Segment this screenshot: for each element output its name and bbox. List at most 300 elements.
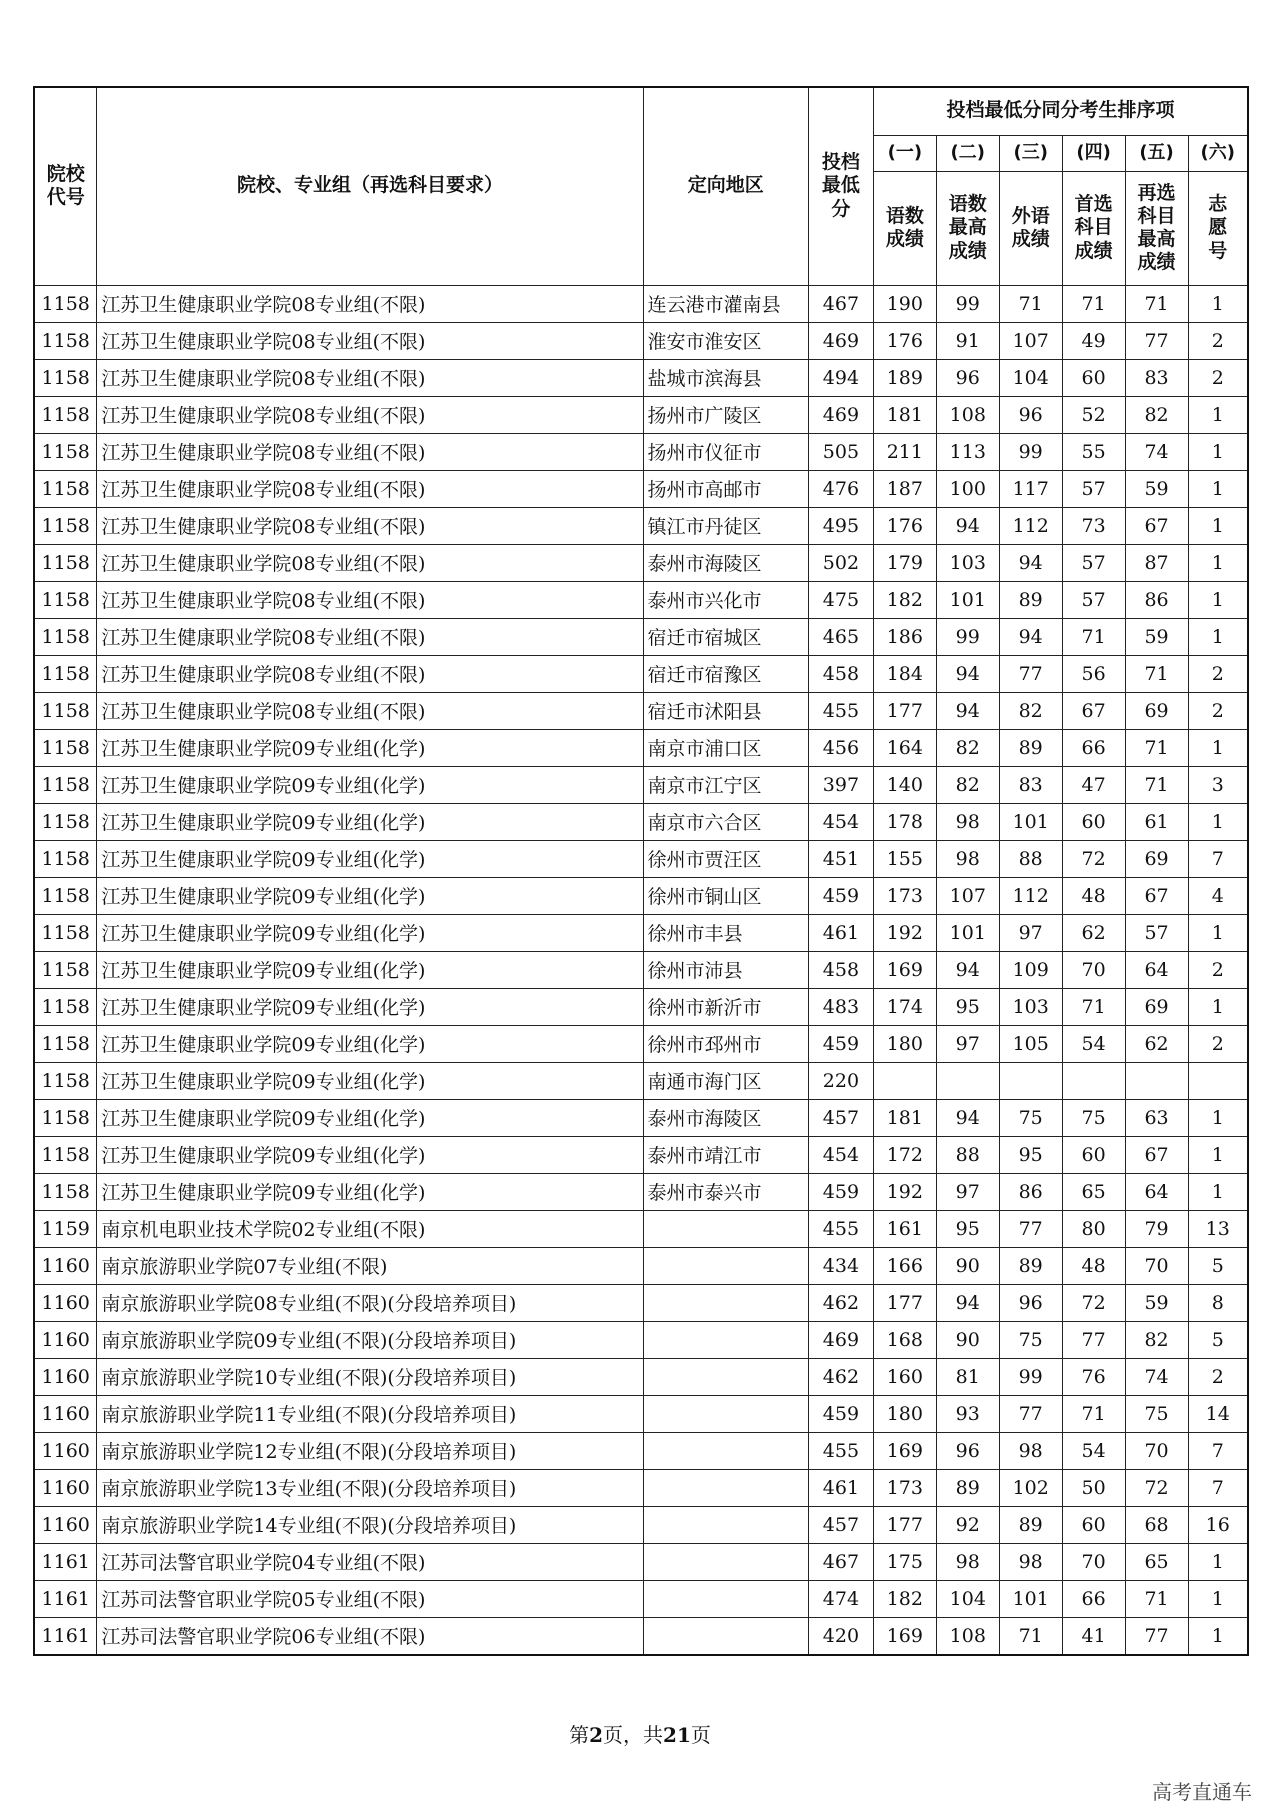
table-row (34, 396, 1248, 433)
cell-rank-6: 1 (1188, 470, 1248, 507)
table-row (34, 692, 1248, 729)
cell-region: 泰州市靖江市 (643, 1136, 808, 1173)
cell-code: 1158 (34, 988, 97, 1025)
cell-rank-6: 1 (1188, 618, 1248, 655)
cell-min-score: 461 (808, 1469, 873, 1506)
cell-code: 1158 (34, 729, 97, 766)
cell-name: 江苏司法警官职业学院05专业组(不限) (97, 1580, 643, 1617)
cell-rank-5: 77 (1125, 322, 1188, 359)
cell-name: 江苏卫生健康职业学院08专业组(不限) (97, 322, 643, 359)
cell-rank-4: 71 (1062, 285, 1125, 322)
table-row (34, 1099, 1248, 1136)
table-row (34, 1062, 1248, 1099)
cell-code: 1158 (34, 396, 97, 433)
cell-rank-5: 74 (1125, 433, 1188, 470)
cell-rank-6: 13 (1188, 1210, 1248, 1247)
cell-rank-3: 89 (999, 729, 1062, 766)
cell-rank-1: 181 (873, 396, 936, 433)
cell-rank-3: 101 (999, 803, 1062, 840)
cell-code: 1160 (34, 1321, 97, 1358)
cell-rank-5: 71 (1125, 766, 1188, 803)
cell-rank-5: 75 (1125, 1395, 1188, 1432)
cell-region (643, 1432, 808, 1469)
cell-rank-4: 57 (1062, 544, 1125, 581)
cell-code: 1160 (34, 1432, 97, 1469)
cell-code: 1161 (34, 1617, 97, 1655)
table-row (34, 1284, 1248, 1321)
cell-rank-1: 181 (873, 1099, 936, 1136)
cell-code: 1160 (34, 1395, 97, 1432)
table-row (34, 1506, 1248, 1543)
cell-rank-5: 67 (1125, 877, 1188, 914)
table-row (34, 285, 1248, 322)
table-row (34, 507, 1248, 544)
cell-region (643, 1543, 808, 1580)
cell-rank-6: 1 (1188, 988, 1248, 1025)
cell-rank-6: 1 (1188, 1617, 1248, 1655)
cell-rank-2: 92 (936, 1506, 999, 1543)
cell-rank-3: 86 (999, 1173, 1062, 1210)
cell-code: 1158 (34, 618, 97, 655)
cell-rank-6: 14 (1188, 1395, 1248, 1432)
cell-name: 江苏卫生健康职业学院08专业组(不限) (97, 359, 643, 396)
cell-rank-5: 70 (1125, 1247, 1188, 1284)
cell-min-score: 455 (808, 1210, 873, 1247)
cell-rank-5: 57 (1125, 914, 1188, 951)
cell-name: 江苏卫生健康职业学院08专业组(不限) (97, 618, 643, 655)
cell-rank-3: 98 (999, 1432, 1062, 1469)
cell-rank-4: 57 (1062, 581, 1125, 618)
cell-region: 连云港市灌南县 (643, 285, 808, 322)
header-ranking-group: 投档最低分同分考生排序项 (873, 87, 1248, 135)
cell-region (643, 1617, 808, 1655)
cell-rank-1 (873, 1062, 936, 1099)
cell-rank-3: 89 (999, 581, 1062, 618)
cell-code: 1158 (34, 692, 97, 729)
cell-name: 江苏卫生健康职业学院08专业组(不限) (97, 581, 643, 618)
cell-rank-6: 1 (1188, 544, 1248, 581)
cell-min-score: 458 (808, 951, 873, 988)
cell-rank-1: 179 (873, 544, 936, 581)
cell-rank-1: 186 (873, 618, 936, 655)
cell-rank-4: 72 (1062, 1284, 1125, 1321)
cell-min-score: 505 (808, 433, 873, 470)
cell-rank-6: 1 (1188, 803, 1248, 840)
cell-rank-1: 161 (873, 1210, 936, 1247)
cell-rank-3: 82 (999, 692, 1062, 729)
cell-rank-6: 5 (1188, 1321, 1248, 1358)
cell-rank-5: 62 (1125, 1025, 1188, 1062)
cell-name: 南京旅游职业学院14专业组(不限)(分段培养项目) (97, 1506, 643, 1543)
cell-rank-5: 71 (1125, 655, 1188, 692)
table-row (34, 766, 1248, 803)
cell-region: 泰州市海陵区 (643, 544, 808, 581)
cell-rank-4 (1062, 1062, 1125, 1099)
cell-name: 南京旅游职业学院07专业组(不限) (97, 1247, 643, 1284)
cell-code: 1158 (34, 803, 97, 840)
cell-rank-4: 54 (1062, 1025, 1125, 1062)
cell-name: 南京旅游职业学院10专业组(不限)(分段培养项目) (97, 1358, 643, 1395)
header-rank-4-label: 首选科目成绩 (1062, 171, 1125, 285)
cell-rank-6: 1 (1188, 729, 1248, 766)
cell-rank-5: 64 (1125, 1173, 1188, 1210)
cell-rank-1: 182 (873, 1580, 936, 1617)
cell-rank-6: 1 (1188, 1580, 1248, 1617)
cell-code: 1158 (34, 1136, 97, 1173)
cell-rank-6: 2 (1188, 1358, 1248, 1395)
cell-name: 江苏卫生健康职业学院08专业组(不限) (97, 544, 643, 581)
cell-code: 1158 (34, 544, 97, 581)
cell-rank-5: 59 (1125, 618, 1188, 655)
cell-rank-5: 68 (1125, 1506, 1188, 1543)
cell-rank-4: 54 (1062, 1432, 1125, 1469)
cell-code: 1159 (34, 1210, 97, 1247)
cell-code: 1158 (34, 877, 97, 914)
cell-name: 南京机电职业技术学院02专业组(不限) (97, 1210, 643, 1247)
footer-total-pages: 21 (663, 1723, 691, 1747)
cell-rank-6: 3 (1188, 766, 1248, 803)
cell-rank-2: 94 (936, 692, 999, 729)
cell-name: 江苏卫生健康职业学院09专业组(化学) (97, 1173, 643, 1210)
cell-min-score: 495 (808, 507, 873, 544)
table-row (34, 1321, 1248, 1358)
cell-region: 宿迁市宿城区 (643, 618, 808, 655)
cell-rank-5: 71 (1125, 1580, 1188, 1617)
cell-rank-1: 175 (873, 1543, 936, 1580)
cell-name: 江苏司法警官职业学院06专业组(不限) (97, 1617, 643, 1655)
cell-region (643, 1284, 808, 1321)
cell-rank-5: 63 (1125, 1099, 1188, 1136)
cell-rank-3: 104 (999, 359, 1062, 396)
cell-region: 镇江市丹徒区 (643, 507, 808, 544)
cell-name: 江苏卫生健康职业学院09专业组(化学) (97, 729, 643, 766)
cell-region (643, 1247, 808, 1284)
cell-rank-6: 7 (1188, 840, 1248, 877)
cell-rank-1: 174 (873, 988, 936, 1025)
header-rank-2-num: (二) (936, 135, 999, 171)
cell-rank-4: 70 (1062, 951, 1125, 988)
cell-rank-2: 90 (936, 1321, 999, 1358)
cell-region: 盐城市滨海县 (643, 359, 808, 396)
cell-rank-2: 94 (936, 1099, 999, 1136)
cell-rank-6: 7 (1188, 1469, 1248, 1506)
cell-rank-4: 80 (1062, 1210, 1125, 1247)
cell-code: 1158 (34, 285, 97, 322)
header-rank-2-label: 语数最高成绩 (936, 171, 999, 285)
cell-rank-4: 71 (1062, 618, 1125, 655)
cell-rank-2: 94 (936, 507, 999, 544)
cell-region: 泰州市兴化市 (643, 581, 808, 618)
cell-rank-3: 102 (999, 1469, 1062, 1506)
cell-min-score: 476 (808, 470, 873, 507)
cell-code: 1161 (34, 1543, 97, 1580)
cell-min-score: 467 (808, 285, 873, 322)
cell-rank-6: 1 (1188, 285, 1248, 322)
cell-region (643, 1321, 808, 1358)
header-rank-5-label: 再选科目最高成绩 (1125, 171, 1188, 285)
cell-name: 江苏卫生健康职业学院08专业组(不限) (97, 433, 643, 470)
cell-rank-4: 57 (1062, 470, 1125, 507)
cell-code: 1158 (34, 581, 97, 618)
cell-rank-2: 95 (936, 1210, 999, 1247)
cell-rank-3: 94 (999, 544, 1062, 581)
cell-name: 江苏卫生健康职业学院08专业组(不限) (97, 396, 643, 433)
cell-min-score: 469 (808, 322, 873, 359)
cell-rank-5: 65 (1125, 1543, 1188, 1580)
cell-region (643, 1469, 808, 1506)
cell-rank-2: 93 (936, 1395, 999, 1432)
cell-region: 徐州市新沂市 (643, 988, 808, 1025)
cell-rank-4: 60 (1062, 803, 1125, 840)
admission-score-table (33, 86, 1249, 1656)
cell-rank-5: 79 (1125, 1210, 1188, 1247)
cell-rank-6: 5 (1188, 1247, 1248, 1284)
cell-rank-6: 2 (1188, 1025, 1248, 1062)
cell-rank-6: 1 (1188, 581, 1248, 618)
cell-rank-1: 177 (873, 692, 936, 729)
cell-min-score: 474 (808, 1580, 873, 1617)
table-row (34, 1136, 1248, 1173)
cell-code: 1158 (34, 766, 97, 803)
table-row (34, 1210, 1248, 1247)
cell-rank-5: 70 (1125, 1432, 1188, 1469)
cell-rank-2: 96 (936, 359, 999, 396)
table-row (34, 1247, 1248, 1284)
cell-rank-2 (936, 1062, 999, 1099)
cell-rank-3: 71 (999, 285, 1062, 322)
footer-suffix: 页 (690, 1723, 711, 1747)
cell-rank-4: 71 (1062, 988, 1125, 1025)
table-row (34, 1395, 1248, 1432)
cell-rank-1: 176 (873, 322, 936, 359)
header-rank-1-num: (一) (873, 135, 936, 171)
cell-code: 1160 (34, 1247, 97, 1284)
cell-rank-3: 117 (999, 470, 1062, 507)
cell-rank-3: 88 (999, 840, 1062, 877)
cell-name: 南京旅游职业学院11专业组(不限)(分段培养项目) (97, 1395, 643, 1432)
cell-rank-2: 91 (936, 322, 999, 359)
cell-rank-3: 77 (999, 1395, 1062, 1432)
table-row (34, 951, 1248, 988)
cell-rank-6: 1 (1188, 1543, 1248, 1580)
cell-rank-5: 64 (1125, 951, 1188, 988)
cell-min-score: 220 (808, 1062, 873, 1099)
cell-rank-1: 172 (873, 1136, 936, 1173)
cell-rank-2: 94 (936, 1284, 999, 1321)
cell-rank-6: 1 (1188, 914, 1248, 951)
cell-rank-4: 47 (1062, 766, 1125, 803)
cell-rank-4: 77 (1062, 1321, 1125, 1358)
cell-region (643, 1210, 808, 1247)
cell-rank-6: 16 (1188, 1506, 1248, 1543)
cell-name: 江苏卫生健康职业学院09专业组(化学) (97, 914, 643, 951)
table-row (34, 618, 1248, 655)
cell-rank-2: 94 (936, 655, 999, 692)
cell-rank-3: 94 (999, 618, 1062, 655)
table-row (34, 1025, 1248, 1062)
cell-rank-2: 81 (936, 1358, 999, 1395)
cell-rank-5: 59 (1125, 1284, 1188, 1321)
cell-region: 徐州市丰县 (643, 914, 808, 951)
cell-rank-4: 62 (1062, 914, 1125, 951)
cell-rank-3: 75 (999, 1321, 1062, 1358)
cell-rank-4: 60 (1062, 359, 1125, 396)
table-row (34, 655, 1248, 692)
header-code: 院校代号 (34, 87, 97, 285)
table-row (34, 1358, 1248, 1395)
cell-code: 1158 (34, 914, 97, 951)
cell-rank-3: 105 (999, 1025, 1062, 1062)
header-rank-4-num: (四) (1062, 135, 1125, 171)
cell-rank-3: 96 (999, 1284, 1062, 1321)
footer-middle: 页，共 (603, 1723, 664, 1747)
cell-min-score: 502 (808, 544, 873, 581)
cell-region: 徐州市邳州市 (643, 1025, 808, 1062)
cell-rank-3: 89 (999, 1506, 1062, 1543)
table-row (34, 470, 1248, 507)
cell-rank-4: 60 (1062, 1506, 1125, 1543)
cell-region (643, 1580, 808, 1617)
cell-rank-5: 74 (1125, 1358, 1188, 1395)
cell-rank-2: 113 (936, 433, 999, 470)
cell-min-score: 469 (808, 1321, 873, 1358)
cell-min-score: 467 (808, 1543, 873, 1580)
cell-rank-4: 76 (1062, 1358, 1125, 1395)
cell-name: 江苏卫生健康职业学院08专业组(不限) (97, 692, 643, 729)
cell-name: 南京旅游职业学院13专业组(不限)(分段培养项目) (97, 1469, 643, 1506)
cell-rank-2: 101 (936, 581, 999, 618)
cell-rank-5: 83 (1125, 359, 1188, 396)
cell-name: 江苏卫生健康职业学院09专业组(化学) (97, 840, 643, 877)
cell-rank-5: 67 (1125, 507, 1188, 544)
cell-rank-2: 104 (936, 1580, 999, 1617)
cell-rank-5 (1125, 1062, 1188, 1099)
cell-rank-5: 71 (1125, 285, 1188, 322)
cell-code: 1158 (34, 1099, 97, 1136)
cell-rank-4: 65 (1062, 1173, 1125, 1210)
cell-rank-3: 95 (999, 1136, 1062, 1173)
cell-name: 南京旅游职业学院12专业组(不限)(分段培养项目) (97, 1432, 643, 1469)
cell-region: 南京市浦口区 (643, 729, 808, 766)
cell-rank-2: 99 (936, 618, 999, 655)
table-row (34, 1580, 1248, 1617)
cell-rank-3: 112 (999, 877, 1062, 914)
cell-name: 江苏卫生健康职业学院09专业组(化学) (97, 766, 643, 803)
cell-rank-3: 97 (999, 914, 1062, 951)
cell-rank-1: 164 (873, 729, 936, 766)
cell-rank-2: 98 (936, 1543, 999, 1580)
table-row (34, 359, 1248, 396)
table-row (34, 544, 1248, 581)
cell-code: 1160 (34, 1284, 97, 1321)
cell-rank-2: 95 (936, 988, 999, 1025)
cell-region: 南京市江宁区 (643, 766, 808, 803)
cell-rank-6: 8 (1188, 1284, 1248, 1321)
cell-rank-6: 4 (1188, 877, 1248, 914)
table-row (34, 1543, 1248, 1580)
cell-rank-5: 69 (1125, 840, 1188, 877)
table-body (34, 285, 1248, 1655)
table-row (34, 803, 1248, 840)
cell-rank-5: 67 (1125, 1136, 1188, 1173)
cell-min-score: 455 (808, 1432, 873, 1469)
cell-rank-4: 66 (1062, 1580, 1125, 1617)
cell-min-score: 420 (808, 1617, 873, 1655)
table-row (34, 581, 1248, 618)
footer-prefix: 第 (569, 1723, 590, 1747)
cell-region: 泰州市海陵区 (643, 1099, 808, 1136)
header-rank-1-label: 语数成绩 (873, 171, 936, 285)
cell-name: 江苏卫生健康职业学院09专业组(化学) (97, 1136, 643, 1173)
cell-rank-2: 88 (936, 1136, 999, 1173)
cell-rank-6: 2 (1188, 951, 1248, 988)
cell-region: 淮安市淮安区 (643, 322, 808, 359)
cell-name: 江苏卫生健康职业学院09专业组(化学) (97, 877, 643, 914)
cell-rank-6: 1 (1188, 433, 1248, 470)
cell-rank-3: 71 (999, 1617, 1062, 1655)
cell-min-score: 454 (808, 1136, 873, 1173)
cell-rank-2: 103 (936, 544, 999, 581)
cell-rank-1: 140 (873, 766, 936, 803)
cell-name: 江苏卫生健康职业学院09专业组(化学) (97, 1099, 643, 1136)
cell-rank-5: 72 (1125, 1469, 1188, 1506)
cell-code: 1158 (34, 1062, 97, 1099)
cell-code: 1158 (34, 322, 97, 359)
cell-region: 宿迁市宿豫区 (643, 655, 808, 692)
cell-rank-4: 67 (1062, 692, 1125, 729)
cell-rank-2: 82 (936, 766, 999, 803)
cell-rank-1: 190 (873, 285, 936, 322)
cell-rank-3: 112 (999, 507, 1062, 544)
cell-min-score: 461 (808, 914, 873, 951)
cell-rank-4: 49 (1062, 322, 1125, 359)
cell-name: 南京旅游职业学院09专业组(不限)(分段培养项目) (97, 1321, 643, 1358)
cell-rank-6: 1 (1188, 507, 1248, 544)
cell-region: 扬州市高邮市 (643, 470, 808, 507)
cell-rank-1: 187 (873, 470, 936, 507)
cell-min-score: 455 (808, 692, 873, 729)
cell-rank-4: 52 (1062, 396, 1125, 433)
cell-name: 江苏卫生健康职业学院08专业组(不限) (97, 507, 643, 544)
cell-rank-1: 169 (873, 1432, 936, 1469)
cell-region: 宿迁市沭阳县 (643, 692, 808, 729)
cell-rank-2: 100 (936, 470, 999, 507)
cell-rank-2: 98 (936, 803, 999, 840)
cell-rank-2: 99 (936, 285, 999, 322)
cell-rank-6: 2 (1188, 322, 1248, 359)
cell-name: 江苏卫生健康职业学院09专业组(化学) (97, 1062, 643, 1099)
cell-code: 1158 (34, 359, 97, 396)
cell-rank-2: 108 (936, 1617, 999, 1655)
cell-code: 1158 (34, 951, 97, 988)
header-min-score: 投档最低分 (808, 87, 873, 285)
cell-min-score: 465 (808, 618, 873, 655)
cell-region: 扬州市广陵区 (643, 396, 808, 433)
cell-rank-2: 97 (936, 1025, 999, 1062)
cell-name: 江苏卫生健康职业学院09专业组(化学) (97, 951, 643, 988)
cell-rank-3: 107 (999, 322, 1062, 359)
cell-rank-3: 75 (999, 1099, 1062, 1136)
cell-rank-5: 77 (1125, 1617, 1188, 1655)
cell-rank-1: 182 (873, 581, 936, 618)
table-row (34, 1173, 1248, 1210)
cell-rank-5: 69 (1125, 692, 1188, 729)
cell-name: 江苏卫生健康职业学院09专业组(化学) (97, 988, 643, 1025)
cell-rank-1: 192 (873, 914, 936, 951)
cell-region: 徐州市铜山区 (643, 877, 808, 914)
header-rank-5-num: (五) (1125, 135, 1188, 171)
cell-rank-6: 7 (1188, 1432, 1248, 1469)
